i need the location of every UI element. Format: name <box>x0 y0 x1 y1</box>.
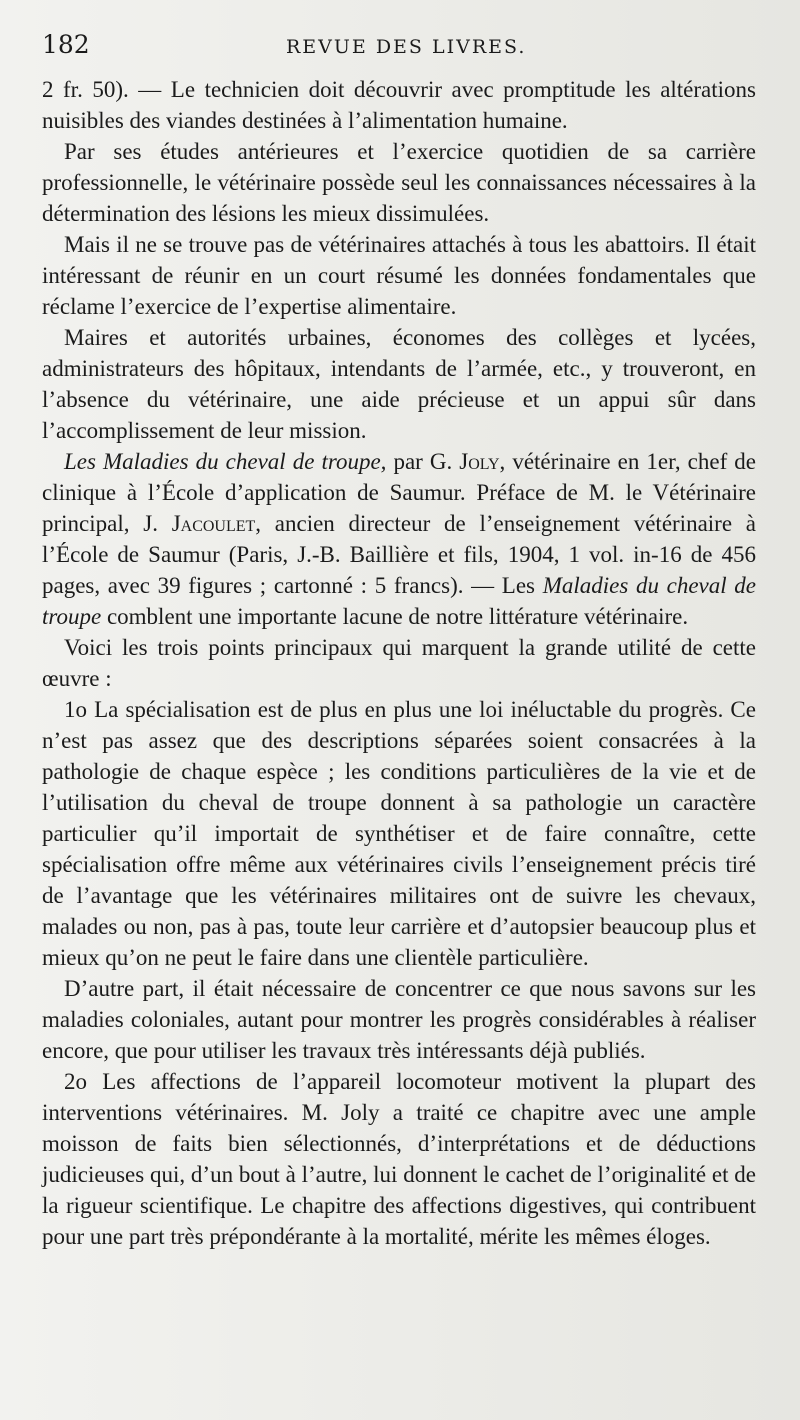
paragraph: Maires et autorités urbaines, économes des collèges et lycées, administrateurs des hôpitaux, intendants de l’armée, etc., y trouveront, en l’absence du vétérinaire, une aide précieuse et un appui sûr dans l’accomplissement de leur mission. <box>42 325 756 443</box>
paragraph: D’autre part, il était nécessaire de concentrer ce que nous savons sur les maladies coloniales, autant pour montrer les progrès considérables à réaliser encore, que pour utiliser les travaux très intéressants déjà publiés. <box>42 976 756 1063</box>
point-two: 2o Les affections de l’appareil locomoteur motivent la plupart des interventions vétérinaires. M. Joly a traité ce chapitre avec une ample moisson de faits bien sélectionnés, d’interprétations et de déductions judicieuses qui, d’un bout à l’autre, lui donnent le cachet de l’originalité et de la rigueur scientifique. Le chapitre des affections digestives, qui contribuent pour une part très prépondérante à la mortalité, mérite les mêmes éloges. <box>42 1069 756 1249</box>
running-head: REVUE DES LIVRES. <box>286 36 527 58</box>
book-review-entry <box>42 446 756 632</box>
page-number: 182 <box>42 30 90 59</box>
paragraph: Par ses études antérieures et l’exercice quotidien de sa carrière professionnelle, le vétérinaire possède seul les connaissances nécessaires à la détermination des lésions les mieux dissimulées. <box>42 139 756 226</box>
book-title: Les Maladies du cheval de troupe, <box>64 449 387 474</box>
review-sentence-tail: comblent une importante lacune de notre littérature vétérinaire. <box>101 604 689 629</box>
point-one: 1o La spécialisation est de plus en plus une loi inéluctable du progrès. Ce n’est pas assez que des descriptions séparées soient consacrées à la pathologie de chaque espèce ; les conditions particulières de la vie et de l’utilisation du cheval de troupe donnent à sa pathologie un caractère particulier qu’il importait de synthétiser et de faire connaître, cette spécialisation offre même aux vétérinaires civils l’enseignement précis tiré de l’avantage que les vétérinaires militaires ont de suivre les chevaux, malades ou non, pas à pas, toute leur carrière et d’autopsier beaucoup plus et mieux qu’on ne peut le faire dans une clientèle particulière. <box>42 697 756 970</box>
review-by: par G. <box>386 449 460 474</box>
author-name: Joly <box>459 449 500 474</box>
page-text <box>42 74 756 1252</box>
paragraph-continuation: 2 fr. 50). — Le technicien doit découvrir avec promptitude les altérations nuisibles des viandes destinées à l’alimentation humaine. <box>42 77 756 133</box>
paragraph: Mais il ne se trouve pas de vétérinaires attachés à tous les abattoirs. Il était intéressant de réunir en un court résumé les données fondamentales que réclame l’exercice de l’expertise alimentaire. <box>42 232 756 319</box>
page-header <box>42 30 756 74</box>
publication-details: , ancien directeur de l’enseignement vétérinaire à l’École de Saumur (Paris, J.-B. Baillière et fils, 1904, 1 vol. in-16 de 456 pages, avec 39 figures ; cartonné : 5 francs). — Les <box>42 511 756 598</box>
book-title-reference: Maladies du cheval de troupe <box>42 573 757 629</box>
paragraph: Voici les trois points principaux qui marquent la grande utilité de cette œuvre : <box>42 635 756 691</box>
preface-author-name: Jacoulet <box>171 511 256 536</box>
author-role: , vétérinaire en 1er, chef de clinique à l’École d’application de Saumur. Préface de M. le Vétérinaire principal, J. <box>42 449 756 536</box>
